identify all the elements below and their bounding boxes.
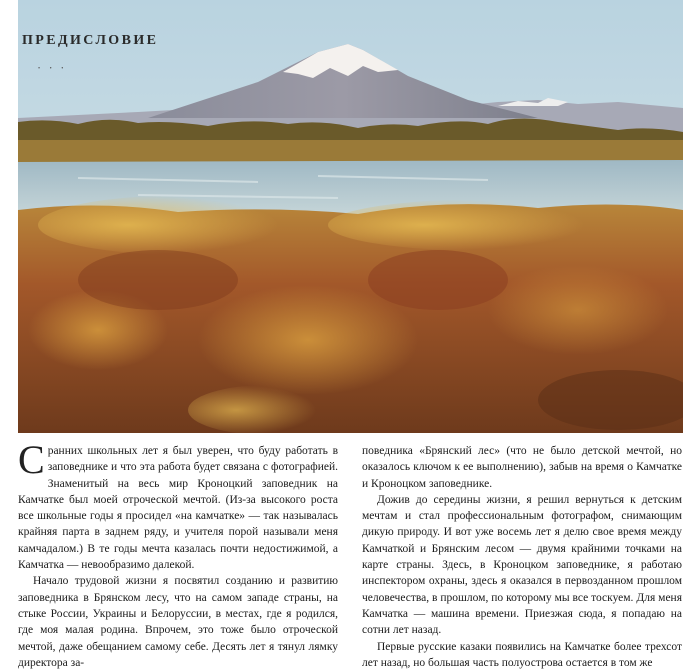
text-column-left	[18, 437, 338, 671]
paragraph-text: ранних школьных лет я был уверен, что буду работать в заповеднике и что эта работа будет связана с фотографией. Знаменитый на весь мир Кроноцкий заповедник на Камчатке был моей отроческой мечтой. (Из-за высокого роста все школьные годы я просидел «на камчатке» — так называлась крайняя парта в заднем ряду, и учителя порой называли меня камчадалом.) В те годы мечта казалась почти недостижимой, а Камчатка — невообразимо далекой.	[18, 445, 338, 572]
paragraph: поведника «Брянский лес» (что не было детской мечтой, но оказалось ключом к ее выполнению), забыв на время о Камчатке и Кроноцком заповеднике.	[362, 445, 682, 490]
paragraph: Дожив до середины жизни, я решил вернуться к детским мечтам и стал профессиональным фотографом, снимающим дикую природу. И вот уже восемь лет я делю свое время между Камчаткой и Брянским лесом — двумя крайними точками на карте страны. Здесь, в Кроноцком заповеднике, я работаю инспектором охраны, здесь я оказался в первозданном прошлом человечества, в прошлом, по которому мы все тоскуем. Для меня Камчатка — машина времени. Приезжая сюда, я попадаю на сотни лет назад.	[362, 493, 682, 637]
paragraph: Первые русские казаки появились на Камчатке более трехсот лет назад, но большая часть полуострова остается в том же	[362, 640, 682, 669]
heading-ornament: • • •	[38, 66, 68, 72]
drop-cap: С	[18, 437, 45, 482]
chapter-heading: ПРЕДИСЛОВИЕ	[22, 33, 159, 48]
paragraph: Начало трудовой жизни я посвятил созданию и развитию заповедника в Брянском лесу, что на самом западе страны, на стыке России, Украины и Белоруссии, в местах, где я родился, где моя малая родина. Впрочем, это тоже было отроческой мечтой, даже обещанием самому себе. Десять лет я тянул лямку директора за-	[18, 575, 338, 669]
paragraph	[18, 437, 338, 573]
text-column-right	[362, 443, 682, 671]
volcano-landscape-image	[18, 0, 683, 433]
landscape-photo	[18, 0, 683, 433]
